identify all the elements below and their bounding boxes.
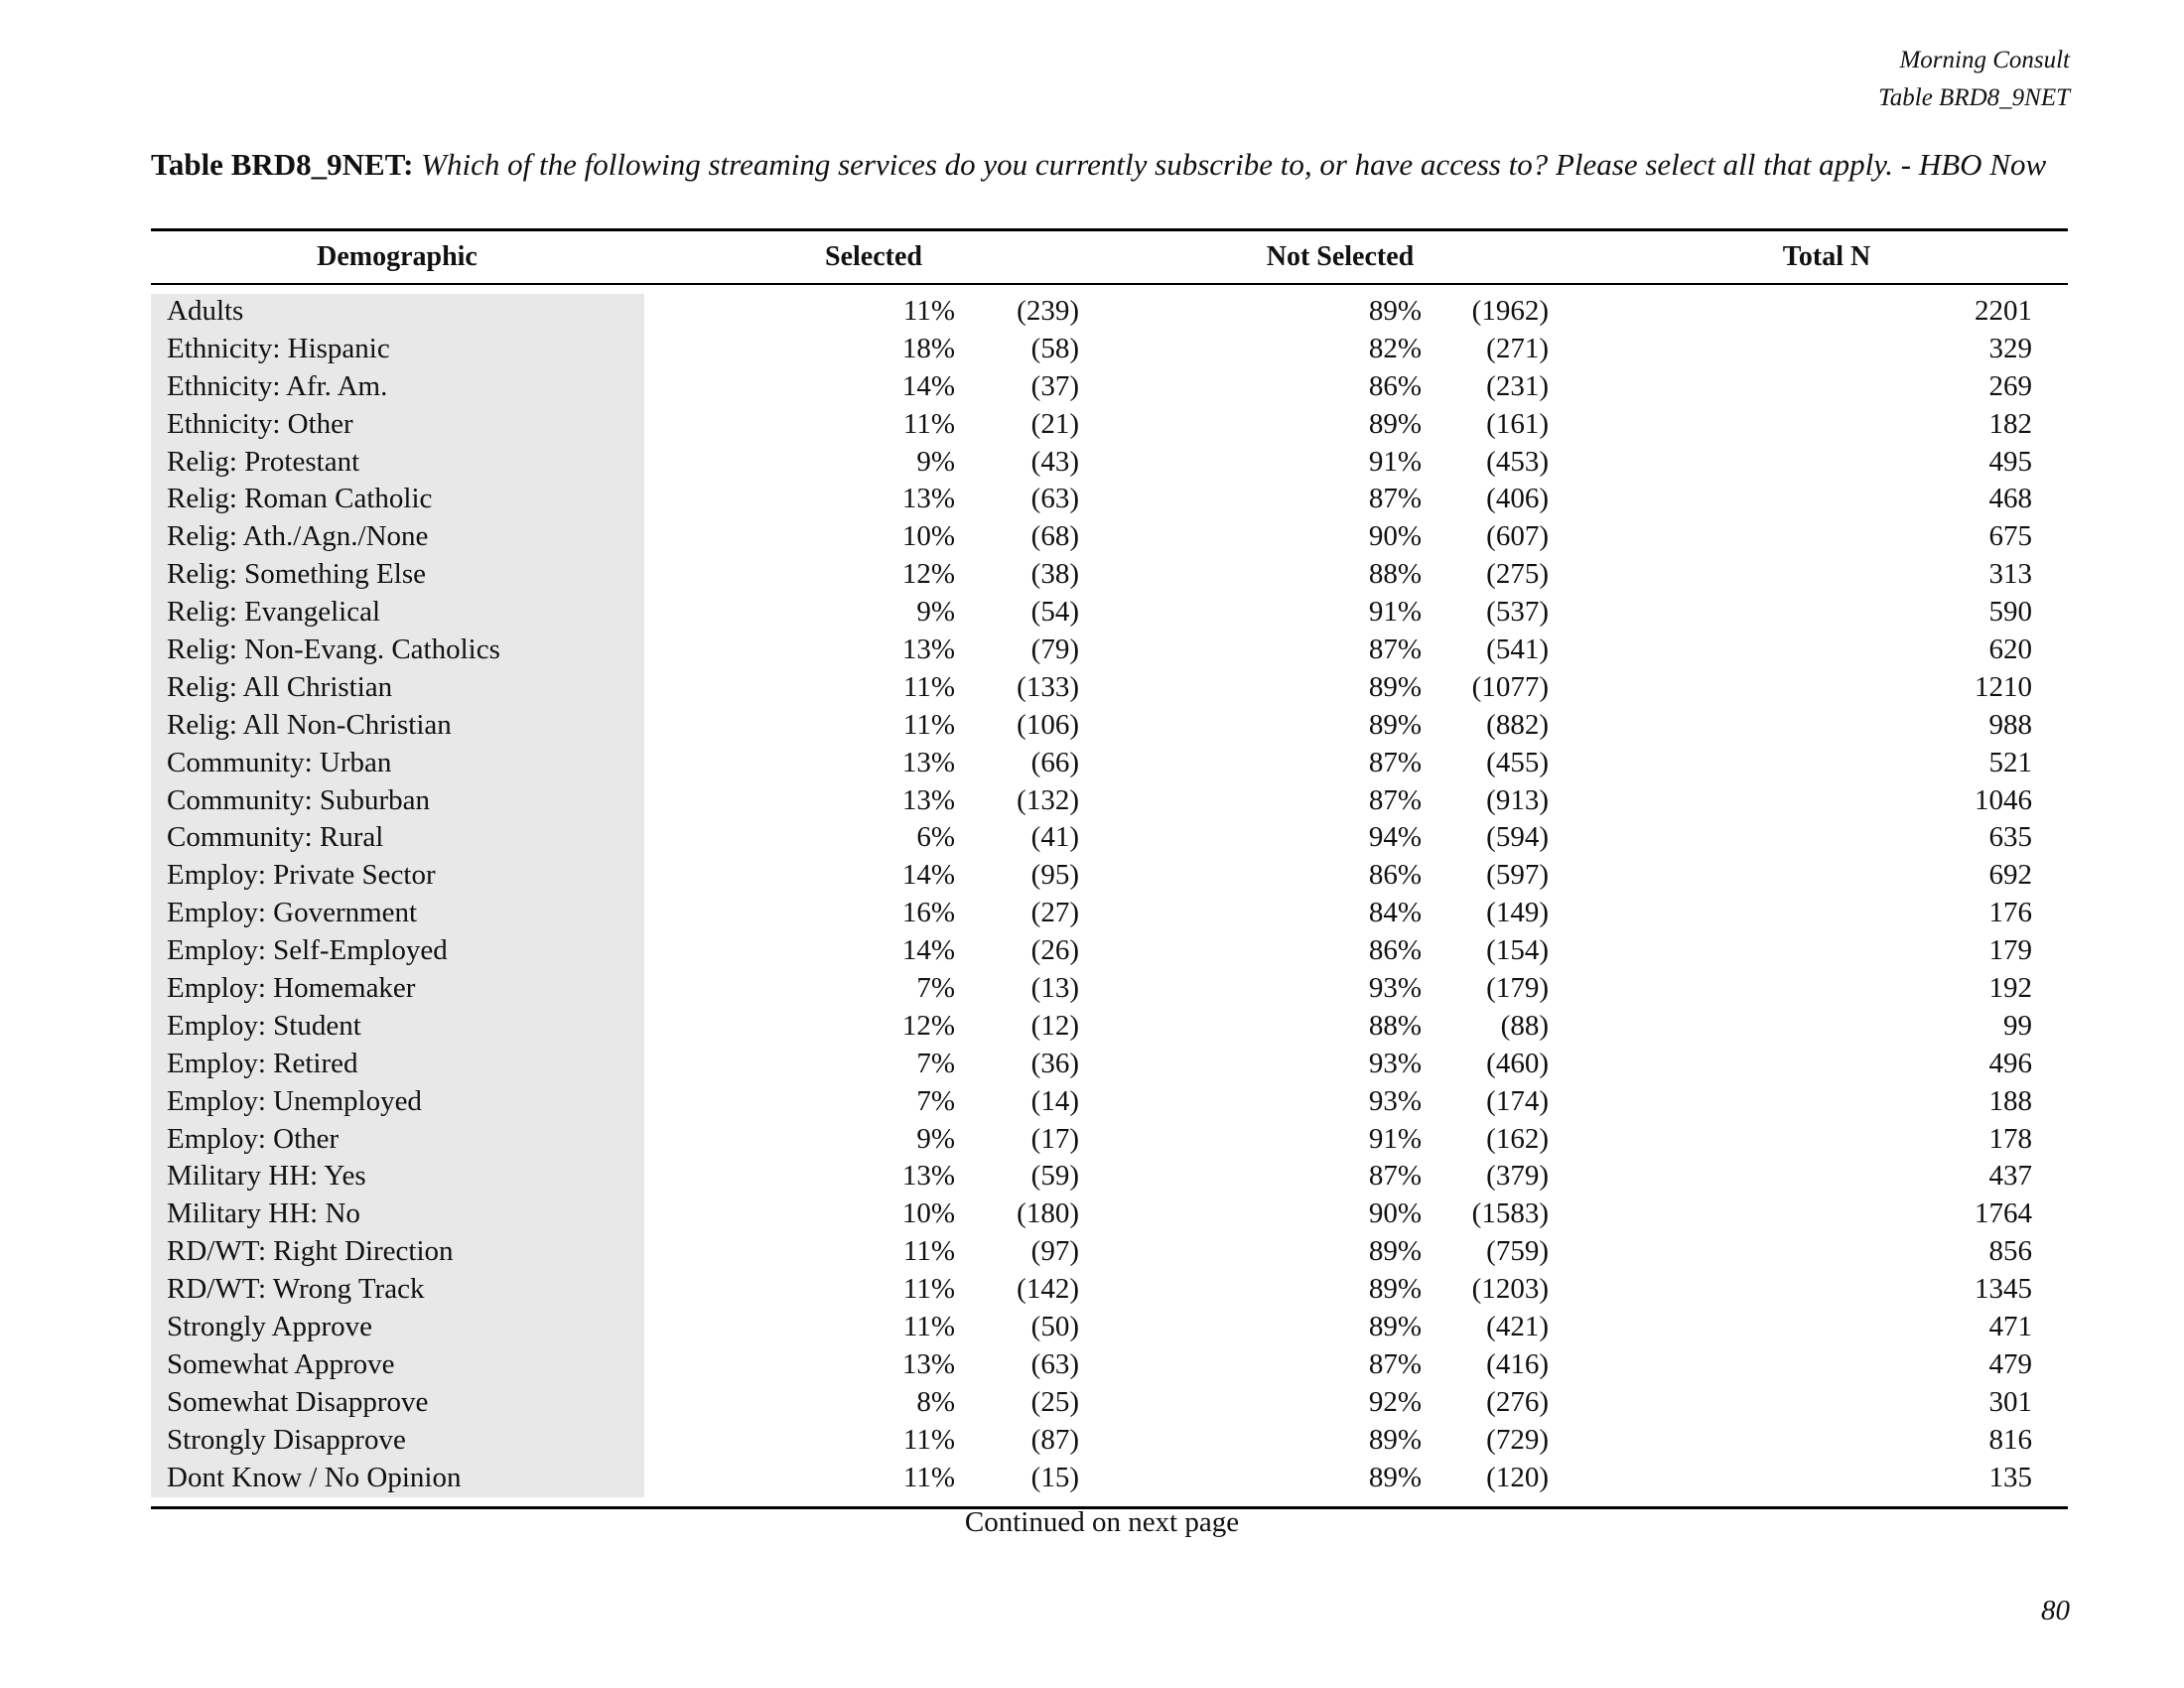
not-selected-count: (607)	[1486, 520, 1549, 553]
not-selected-count: (597)	[1486, 859, 1549, 892]
not-selected-percent: 90%	[1368, 1197, 1422, 1230]
selected-count: (97)	[1030, 1235, 1079, 1268]
table-row	[151, 1460, 2068, 1497]
not-selected-count: (416)	[1486, 1347, 1549, 1380]
selected-count: (239)	[1017, 295, 1079, 327]
row-label: Employ: Student	[167, 1009, 361, 1042]
row-label: RD/WT: Wrong Track	[167, 1273, 425, 1306]
not-selected-count: (275)	[1486, 558, 1549, 591]
selected-percent: 9%	[916, 1122, 955, 1155]
not-selected-count: (460)	[1486, 1047, 1549, 1079]
total-n: 182	[1988, 407, 2032, 440]
table-row	[151, 368, 2068, 406]
row-label: Employ: Self-Employed	[167, 934, 448, 967]
table-row	[151, 932, 2068, 970]
row-label: Community: Urban	[167, 746, 392, 778]
table-row	[151, 481, 2068, 518]
row-label: Relig: All Non-Christian	[167, 708, 452, 741]
selected-count: (142)	[1017, 1273, 1079, 1306]
total-n: 437	[1988, 1160, 2032, 1193]
row-label: Community: Suburban	[167, 783, 431, 816]
not-selected-percent: 94%	[1368, 821, 1422, 854]
selected-percent: 10%	[901, 1197, 955, 1230]
table-top-rule	[151, 228, 2068, 231]
not-selected-percent: 89%	[1368, 295, 1422, 327]
selected-percent: 11%	[902, 1461, 955, 1493]
not-selected-percent: 89%	[1368, 1273, 1422, 1306]
total-n: 188	[1988, 1084, 2032, 1117]
row-label: Relig: Roman Catholic	[167, 483, 433, 515]
row-label: Adults	[167, 295, 244, 327]
table-title-lead: Table BRD8_9NET:	[151, 147, 414, 182]
selected-percent: 13%	[901, 633, 955, 666]
table-row	[151, 970, 2068, 1008]
not-selected-percent: 87%	[1368, 1347, 1422, 1380]
not-selected-percent: 82%	[1368, 332, 1422, 364]
not-selected-count: (161)	[1486, 407, 1549, 440]
not-selected-count: (406)	[1486, 483, 1549, 515]
row-label: RD/WT: Right Direction	[167, 1235, 454, 1268]
table-header-rule	[151, 283, 2068, 285]
selected-percent: 11%	[902, 295, 955, 327]
not-selected-count: (594)	[1486, 821, 1549, 854]
table-row	[151, 1233, 2068, 1271]
selected-count: (68)	[1030, 520, 1079, 553]
selected-percent: 7%	[916, 1084, 955, 1117]
row-label: Relig: Something Else	[167, 558, 426, 591]
total-n: 1764	[1975, 1197, 2032, 1230]
not-selected-count: (759)	[1486, 1235, 1549, 1268]
selected-count: (132)	[1017, 783, 1079, 816]
total-n: 269	[1988, 369, 2032, 402]
total-n: 816	[1988, 1423, 2032, 1456]
selected-percent: 13%	[901, 746, 955, 778]
not-selected-count: (162)	[1486, 1122, 1549, 1155]
not-selected-percent: 91%	[1368, 1122, 1422, 1155]
not-selected-percent: 87%	[1368, 1160, 1422, 1193]
selected-percent: 14%	[901, 369, 955, 402]
row-label: Ethnicity: Hispanic	[167, 332, 390, 364]
row-label: Strongly Approve	[167, 1311, 373, 1343]
not-selected-percent: 89%	[1368, 1423, 1422, 1456]
selected-percent: 11%	[902, 708, 955, 741]
total-n: 495	[1988, 445, 2032, 478]
selected-percent: 12%	[901, 1009, 955, 1042]
selected-percent: 14%	[901, 934, 955, 967]
selected-count: (79)	[1030, 633, 1079, 666]
not-selected-count: (453)	[1486, 445, 1549, 478]
table-row	[151, 857, 2068, 895]
not-selected-count: (174)	[1486, 1084, 1549, 1117]
total-n: 590	[1988, 596, 2032, 629]
selected-count: (15)	[1030, 1461, 1079, 1493]
selected-percent: 16%	[901, 897, 955, 929]
row-label: Relig: All Christian	[167, 670, 393, 703]
not-selected-count: (913)	[1486, 783, 1549, 816]
total-n: 178	[1988, 1122, 2032, 1155]
selected-percent: 9%	[916, 445, 955, 478]
row-label: Employ: Unemployed	[167, 1084, 422, 1117]
not-selected-percent: 88%	[1368, 558, 1422, 591]
page-number: 80	[2041, 1595, 2070, 1626]
column-header-selected: Selected	[825, 241, 922, 272]
total-n: 135	[1988, 1461, 2032, 1493]
table-title	[151, 145, 2067, 185]
total-n: 301	[1988, 1385, 2032, 1418]
not-selected-percent: 87%	[1368, 483, 1422, 515]
total-n: 479	[1988, 1347, 2032, 1380]
selected-count: (54)	[1030, 596, 1079, 629]
selected-percent: 7%	[916, 1047, 955, 1079]
selected-percent: 13%	[901, 1347, 955, 1380]
not-selected-count: (455)	[1486, 746, 1549, 778]
selected-count: (66)	[1030, 746, 1079, 778]
total-n: 192	[1988, 972, 2032, 1005]
table-row	[151, 1384, 2068, 1422]
selected-percent: 14%	[901, 859, 955, 892]
selected-count: (58)	[1030, 332, 1079, 364]
table-row	[151, 1121, 2068, 1159]
table-row	[151, 1346, 2068, 1384]
column-header-total-n: Total N	[1782, 241, 1871, 272]
total-n: 1210	[1975, 670, 2032, 703]
row-label: Community: Rural	[167, 821, 384, 854]
not-selected-percent: 92%	[1368, 1385, 1422, 1418]
selected-percent: 11%	[902, 407, 955, 440]
not-selected-percent: 89%	[1368, 1235, 1422, 1268]
table-row	[151, 1158, 2068, 1196]
total-n: 176	[1988, 897, 2032, 929]
row-label: Somewhat Approve	[167, 1347, 395, 1380]
header-org: Morning Consult	[1899, 47, 2070, 73]
not-selected-count: (537)	[1486, 596, 1549, 629]
row-label: Military HH: No	[167, 1197, 360, 1230]
not-selected-count: (276)	[1486, 1385, 1549, 1418]
not-selected-count: (231)	[1486, 369, 1549, 402]
total-n: 471	[1988, 1311, 2032, 1343]
total-n: 468	[1988, 483, 2032, 515]
row-label: Strongly Disapprove	[167, 1423, 406, 1456]
selected-count: (37)	[1030, 369, 1079, 402]
selected-count: (25)	[1030, 1385, 1079, 1418]
selected-percent: 13%	[901, 1160, 955, 1193]
not-selected-percent: 93%	[1368, 1084, 1422, 1117]
selected-percent: 11%	[902, 670, 955, 703]
selected-percent: 8%	[916, 1385, 955, 1418]
table-row	[151, 594, 2068, 632]
not-selected-count: (1583)	[1471, 1197, 1549, 1230]
row-label: Somewhat Disapprove	[167, 1385, 429, 1418]
header-table-id: Table BRD8_9NET	[1878, 84, 2070, 111]
selected-percent: 11%	[902, 1273, 955, 1306]
not-selected-count: (271)	[1486, 332, 1549, 364]
selected-count: (87)	[1030, 1423, 1079, 1456]
not-selected-count: (729)	[1486, 1423, 1549, 1456]
total-n: 692	[1988, 859, 2032, 892]
selected-count: (63)	[1030, 483, 1079, 515]
not-selected-percent: 89%	[1368, 407, 1422, 440]
not-selected-percent: 88%	[1368, 1009, 1422, 1042]
row-label: Relig: Ath./Agn./None	[167, 520, 429, 553]
table-body	[151, 293, 2068, 1497]
selected-percent: 10%	[901, 520, 955, 553]
selected-percent: 11%	[902, 1423, 955, 1456]
selected-count: (50)	[1030, 1311, 1079, 1343]
total-n: 99	[2003, 1009, 2032, 1042]
table-row	[151, 745, 2068, 782]
row-label: Dont Know / No Opinion	[167, 1461, 462, 1493]
row-label: Ethnicity: Afr. Am.	[167, 369, 388, 402]
selected-count: (13)	[1030, 972, 1079, 1005]
not-selected-percent: 89%	[1368, 1461, 1422, 1493]
row-label: Employ: Homemaker	[167, 972, 416, 1005]
table-row	[151, 1309, 2068, 1346]
not-selected-percent: 89%	[1368, 1311, 1422, 1343]
selected-count: (12)	[1030, 1009, 1079, 1042]
not-selected-count: (1077)	[1471, 670, 1549, 703]
row-label: Employ: Government	[167, 897, 418, 929]
not-selected-percent: 93%	[1368, 972, 1422, 1005]
table-row	[151, 1422, 2068, 1460]
table-row	[151, 1271, 2068, 1309]
selected-percent: 13%	[901, 483, 955, 515]
total-n: 856	[1988, 1235, 2032, 1268]
table-row	[151, 1083, 2068, 1121]
selected-count: (63)	[1030, 1347, 1079, 1380]
row-label: Employ: Private Sector	[167, 859, 436, 892]
not-selected-percent: 89%	[1368, 708, 1422, 741]
table-row	[151, 1196, 2068, 1233]
not-selected-count: (179)	[1486, 972, 1549, 1005]
selected-percent: 7%	[916, 972, 955, 1005]
total-n: 521	[1988, 746, 2032, 778]
table-row	[151, 669, 2068, 707]
table-row	[151, 518, 2068, 556]
not-selected-count: (882)	[1486, 708, 1549, 741]
row-label: Ethnicity: Other	[167, 407, 353, 440]
not-selected-percent: 86%	[1368, 369, 1422, 402]
table-row	[151, 782, 2068, 820]
selected-percent: 11%	[902, 1235, 955, 1268]
table-row	[151, 1046, 2068, 1083]
not-selected-percent: 90%	[1368, 520, 1422, 553]
continued-note: Continued on next page	[964, 1506, 1240, 1538]
selected-count: (14)	[1030, 1084, 1079, 1117]
total-n: 1345	[1975, 1273, 2032, 1306]
row-label: Employ: Other	[167, 1122, 340, 1155]
row-label: Relig: Non-Evang. Catholics	[167, 633, 500, 666]
total-n: 2201	[1975, 295, 2032, 327]
selected-percent: 11%	[902, 1311, 955, 1343]
selected-count: (106)	[1017, 708, 1079, 741]
total-n: 635	[1988, 821, 2032, 854]
table-title-question: Which of the following streaming services do you currently subscribe to, or have access to? Please select all that apply. - HBO Now	[421, 147, 2047, 182]
selected-count: (21)	[1030, 407, 1079, 440]
selected-count: (27)	[1030, 897, 1079, 929]
table-row	[151, 406, 2068, 444]
selected-count: (59)	[1030, 1160, 1079, 1193]
not-selected-count: (154)	[1486, 934, 1549, 967]
not-selected-percent: 87%	[1368, 746, 1422, 778]
total-n: 988	[1988, 708, 2032, 741]
not-selected-percent: 89%	[1368, 670, 1422, 703]
table-row	[151, 293, 2068, 331]
not-selected-percent: 93%	[1368, 1047, 1422, 1079]
table-row	[151, 331, 2068, 368]
table-row	[151, 1008, 2068, 1046]
selected-count: (36)	[1030, 1047, 1079, 1079]
not-selected-percent: 86%	[1368, 934, 1422, 967]
total-n: 620	[1988, 633, 2032, 666]
selected-count: (26)	[1030, 934, 1079, 967]
selected-count: (17)	[1030, 1122, 1079, 1155]
not-selected-count: (1962)	[1471, 295, 1549, 327]
table-row	[151, 707, 2068, 745]
not-selected-count: (88)	[1500, 1009, 1549, 1042]
selected-count: (95)	[1030, 859, 1079, 892]
total-n: 675	[1988, 520, 2032, 553]
not-selected-count: (1203)	[1471, 1273, 1549, 1306]
selected-count: (43)	[1030, 445, 1079, 478]
table-row	[151, 444, 2068, 482]
total-n: 496	[1988, 1047, 2032, 1079]
row-label: Employ: Retired	[167, 1047, 358, 1079]
selected-count: (133)	[1017, 670, 1079, 703]
selected-count: (41)	[1030, 821, 1079, 854]
selected-percent: 9%	[916, 596, 955, 629]
not-selected-percent: 86%	[1368, 859, 1422, 892]
not-selected-count: (149)	[1486, 897, 1549, 929]
not-selected-percent: 87%	[1368, 633, 1422, 666]
table-row	[151, 819, 2068, 857]
not-selected-count: (379)	[1486, 1160, 1549, 1193]
not-selected-percent: 91%	[1368, 445, 1422, 478]
not-selected-percent: 84%	[1368, 897, 1422, 929]
not-selected-count: (120)	[1486, 1461, 1549, 1493]
selected-percent: 13%	[901, 783, 955, 816]
total-n: 179	[1988, 934, 2032, 967]
selected-count: (38)	[1030, 558, 1079, 591]
running-header	[1878, 42, 2070, 117]
row-label: Relig: Evangelical	[167, 596, 381, 629]
selected-percent: 12%	[901, 558, 955, 591]
not-selected-count: (421)	[1486, 1311, 1549, 1343]
total-n: 1046	[1975, 783, 2032, 816]
row-label: Relig: Protestant	[167, 445, 360, 478]
selected-count: (180)	[1017, 1197, 1079, 1230]
not-selected-percent: 91%	[1368, 596, 1422, 629]
selected-percent: 6%	[916, 821, 955, 854]
not-selected-percent: 87%	[1368, 783, 1422, 816]
total-n: 329	[1988, 332, 2032, 364]
selected-percent: 18%	[901, 332, 955, 364]
table-row	[151, 895, 2068, 932]
table-row	[151, 556, 2068, 594]
row-label: Military HH: Yes	[167, 1160, 366, 1193]
column-header-not-selected: Not Selected	[1266, 241, 1415, 272]
not-selected-count: (541)	[1486, 633, 1549, 666]
column-header-demographic: Demographic	[317, 241, 478, 272]
total-n: 313	[1988, 558, 2032, 591]
table-row	[151, 632, 2068, 669]
